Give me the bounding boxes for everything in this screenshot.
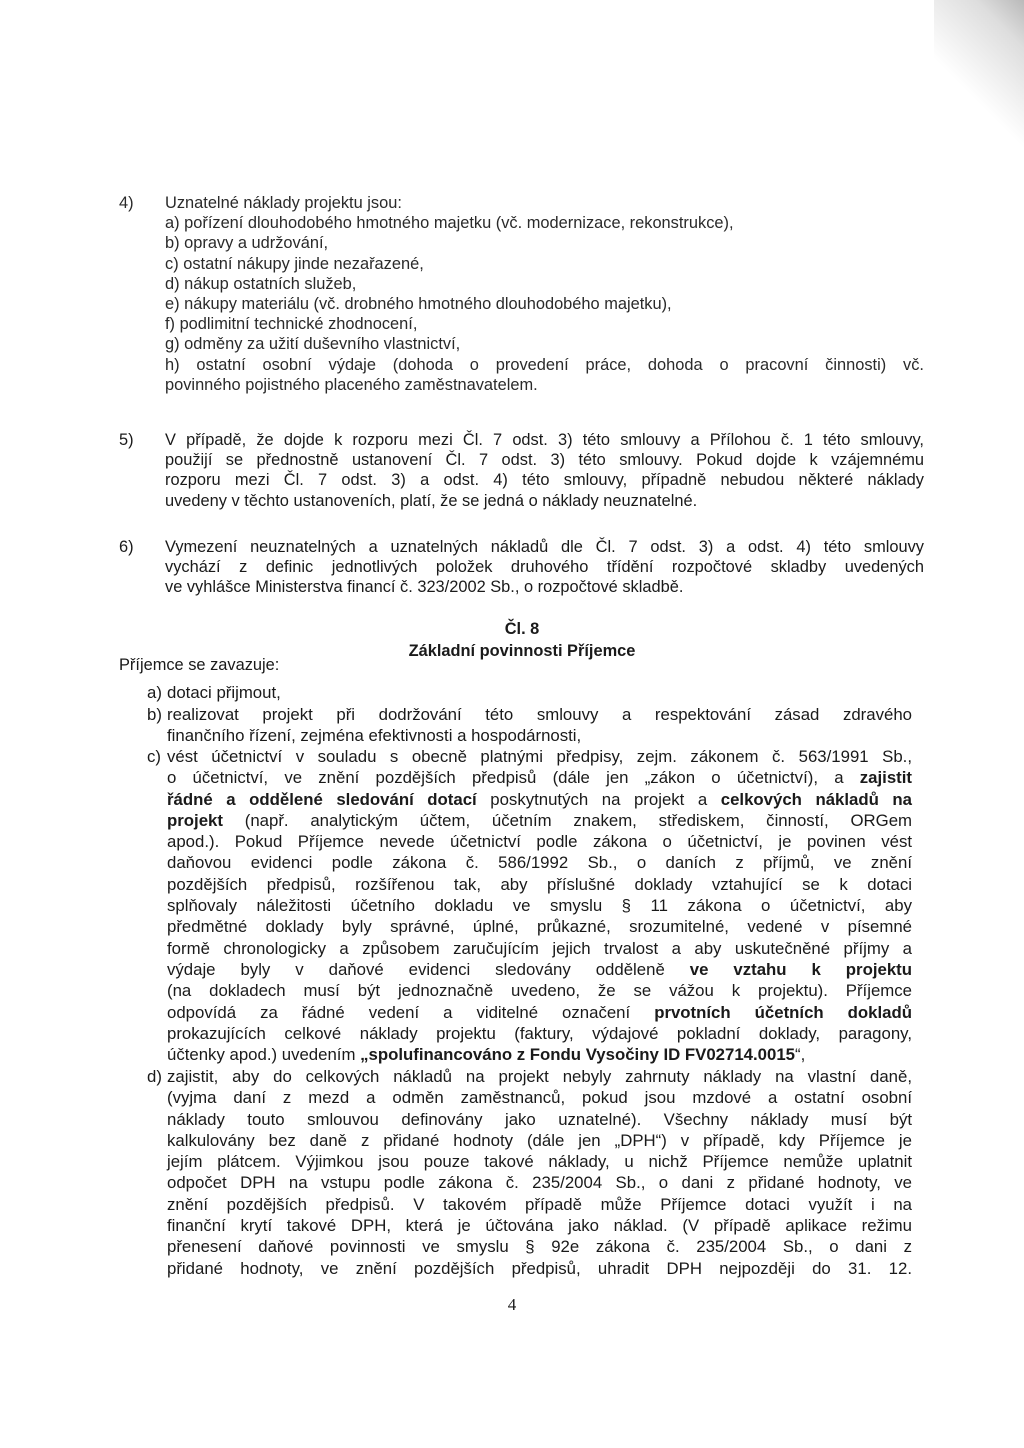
text-line: náklady touto smlouvou definovány jako uznatelné). Všechny náklady musí být bbox=[167, 1109, 912, 1129]
text-line: splňovaly náležitosti účetního dokladu ve smyslu § 11 zákona o účetnictví, aby bbox=[167, 896, 912, 916]
text-line: rozporu mezi Čl. 7 odst. 3) a odst. 4) této smlouvy, případně nebudou některé náklady bbox=[165, 471, 924, 490]
section-text bbox=[165, 193, 924, 395]
item-label: a) bbox=[147, 683, 162, 702]
scan-shadow bbox=[934, 0, 1024, 180]
page-number: 4 bbox=[507, 1295, 517, 1314]
text-line: vést účetnictví v souladu s obecně platnými předpisy, zejm. zákonem č. 563/1991 Sb., bbox=[167, 747, 912, 766]
item-label: c) bbox=[147, 747, 161, 766]
text-line: odpovídá za řádné vedení a viditelné označení prvotních účetních dokladů bbox=[167, 1002, 912, 1022]
text-line: řádné a oddělené sledování dotací poskytnutých na projekt a celkových nákladů na bbox=[167, 789, 913, 809]
text-line: daňovou evidenci podle zákona č. 586/1992 Sb., o daních z příjmů, ve znění bbox=[167, 853, 912, 873]
article-number: Čl. 8 bbox=[504, 620, 540, 638]
obligation-c bbox=[119, 746, 919, 1065]
text-line: a) pořízení dlouhodobého hmotného majetku (vč. modernizace, rekonstrukce), bbox=[165, 214, 734, 233]
text-line: e) nákupy materiálu (vč. drobného hmotného dlouhodobého majetku), bbox=[165, 295, 672, 314]
text-line: (na dokladech musí být jednoznačně uvedeno, že se vážou k projektu). Příjemce bbox=[167, 981, 912, 1001]
article-title: Základní povinnosti Příjemce bbox=[408, 642, 636, 660]
text-line: formě chronologicky a způsobem zaručujícím jejich trvalost a aby uskutečněné příjmy a bbox=[167, 938, 912, 958]
text-line: znění pozdějších předpisů. V takovém případě může Příjemce dotaci využít i na bbox=[167, 1194, 912, 1214]
section-number: 6) bbox=[119, 538, 134, 556]
text-line: b) opravy a udržování, bbox=[165, 234, 329, 253]
section-number: 4) bbox=[119, 194, 134, 212]
section-text bbox=[165, 430, 924, 511]
text-line: přidané hodnoty, ve znění pozdějších předpisů, uhradit DPH nejpozději do 31. 12. bbox=[167, 1258, 912, 1278]
text-line: jejím plátcem. Výjimkou jsou pouze takové náklady, u nichž Příjemce nemůže uplatnit bbox=[167, 1152, 912, 1172]
text-line: ve vyhlášce Ministerstva financí č. 323/2002 Sb., o rozpočtové skladbě. bbox=[165, 578, 684, 597]
text-line: (vyjma daní z mezd a odměn zaměstnanců, pokud jsou mzdové a ostatní osobní bbox=[167, 1088, 912, 1108]
text-line: dotaci přijmout, bbox=[167, 683, 281, 702]
obligation-d bbox=[119, 1066, 919, 1279]
text-line: použijí se přednostně ustanovení Čl. 7 odst. 3) této smlouvy. Pokud dojde k vzájemnému bbox=[165, 451, 924, 470]
section-text bbox=[165, 537, 924, 598]
text-line: c) ostatní nákupy jinde nezařazené, bbox=[165, 254, 424, 273]
text-line: výdaje byly v daňové evidenci sledovány odděleně ve vztahu k projektu bbox=[167, 959, 912, 979]
text-line: prokazujících celkové náklady projektu (faktury, výdajové pokladní doklady, paragony, bbox=[167, 1023, 912, 1043]
section-4 bbox=[119, 193, 924, 395]
text-line: pozdějších předpisů, rozšířenou tak, aby příslušné doklady vztahující se k dotaci bbox=[167, 874, 912, 894]
text-line: h) ostatní osobní výdaje (dohoda o provedení práce, dohoda o pracovní činnosti) vč. bbox=[165, 355, 924, 374]
section-5 bbox=[119, 430, 924, 511]
text-line: Vymezení neuznatelných a uznatelných nákladů dle Čl. 7 odst. 3) a odst. 4) této smlouvy bbox=[165, 538, 924, 556]
text-line: předmětné doklady byly správné, úplné, průkazné, srozumitelné, vedené v písemné bbox=[167, 917, 912, 937]
text-line: finančního řízení, zejména efektivnosti a hospodárnosti, bbox=[167, 726, 582, 746]
text-line: zajistit, aby do celkových nákladů na projekt nebyly zahrnuty náklady na vlastní daně, bbox=[167, 1067, 912, 1086]
text-line: projekt (např. analytickým účtem, účetním znakem, střediskem, činností, ORGem bbox=[167, 810, 912, 830]
item-label: b) bbox=[147, 705, 162, 724]
text-line: f) podlimitní technické zhodnocení, bbox=[165, 315, 418, 334]
text-line: g) odměny za užití duševního vlastnictví, bbox=[165, 335, 461, 354]
text-line: účtenky apod.) uvedením „spolufinancováno z Fondu Vysočiny ID FV02714.0015“, bbox=[167, 1045, 806, 1065]
text-line: kalkulovány bez daně z přidané hodnoty (dále jen „DPH“) v případě, kdy Příjemce je bbox=[167, 1130, 912, 1150]
section-number: 5) bbox=[119, 431, 134, 449]
section-6 bbox=[119, 537, 924, 598]
obligation-a bbox=[119, 682, 919, 703]
text-line: odpočet DPH na vstupu podle zákona č. 235/2004 Sb., o dani z přidané hodnoty, ve bbox=[167, 1173, 912, 1193]
text-line: apod.). Pokud Příjemce nevede účetnictví podle zákona o účetnictví, je povinen vést bbox=[167, 832, 912, 852]
text-line: povinného pojistného placeného zaměstnavatelem. bbox=[165, 375, 538, 394]
text-line: přenesení daňové povinnosti ve smyslu § 92e zákona č. 235/2004 Sb., o dani z bbox=[167, 1237, 912, 1257]
text-line: uvedeny v těchto ustanoveních, platí, že se jedná o náklady neuznatelné. bbox=[165, 491, 698, 510]
text-line: realizovat projekt při dodržování této smlouvy a respektování zásad zdravého bbox=[167, 705, 912, 724]
obligation-b bbox=[119, 704, 919, 747]
text-line: vychází z definic jednotlivých položek druhového třídění rozpočtové skladby uvedených bbox=[165, 558, 924, 577]
text-line: V případě, že dojde k rozporu mezi Čl. 7 odst. 3) této smlouvy a Přílohou č. 1 této smlouvy, bbox=[165, 431, 924, 449]
intro-text: Příjemce se zavazuje: bbox=[119, 656, 280, 674]
text-line: o účetnictví, ve znění pozdějších předpisů (dále jen „zákon o účetnictví), a zajistit bbox=[167, 768, 912, 788]
text-line: d) nákup ostatních služeb, bbox=[165, 274, 357, 293]
text-line: finanční krytí takové DPH, která je účtována jako náklad. (V případě aplikace režimu bbox=[167, 1216, 912, 1236]
text-line: Uznatelné náklady projektu jsou: bbox=[165, 194, 402, 212]
item-label: d) bbox=[147, 1067, 162, 1086]
